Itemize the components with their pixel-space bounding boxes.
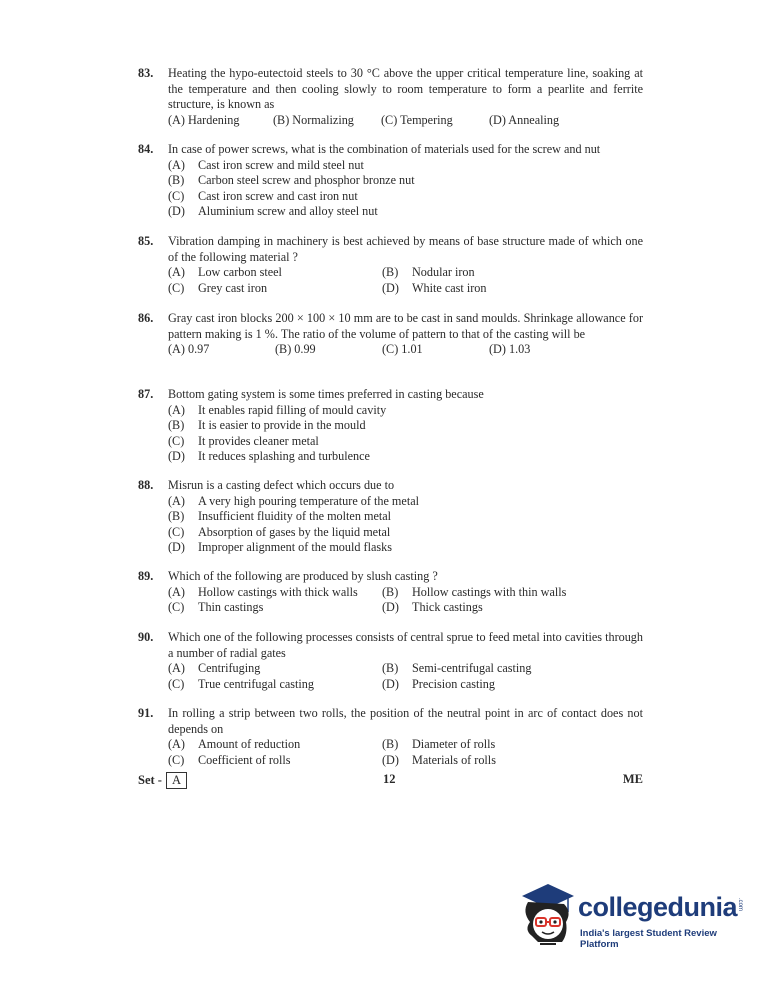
option-d: (D) Annealing	[489, 112, 560, 127]
options-list	[168, 403, 643, 465]
question-number: 91.	[138, 706, 154, 720]
page-footer	[138, 772, 643, 790]
option-d: (D) Improper alignment of the mould flasks	[168, 540, 392, 554]
logo-dotcom: .com	[737, 898, 743, 912]
question-84	[138, 142, 643, 220]
option-b: (B) Semi-centrifugal casting	[382, 661, 532, 675]
page-number: 12	[383, 772, 396, 786]
options-row	[168, 342, 643, 358]
option-c: (C) Absorption of gases by the liquid metal	[168, 524, 391, 539]
question-86	[138, 311, 643, 358]
question-text: Gray cast iron blocks 200 × 100 × 10 mm are to be cast in sand moulds. Shrinkage allowance for pattern making is 1 %. The ratio of the volume of pattern to that of the casting will be	[168, 311, 643, 341]
options-grid	[168, 737, 643, 768]
question-text: In rolling a strip between two rolls, the position of the neutral point in arc of contact does not depends on	[168, 706, 643, 736]
options-grid	[168, 265, 643, 296]
option-a: (A) Centrifuging	[168, 661, 261, 675]
question-89	[138, 569, 643, 616]
set-indicator: Set - A	[138, 772, 187, 789]
option-a: (A) Low carbon steel	[168, 265, 282, 279]
option-a: (A) A very high pouring temperature of the metal	[168, 493, 419, 508]
option-c: (C) Cast iron screw and cast iron nut	[168, 188, 358, 203]
question-text: Vibration damping in machinery is best achieved by means of base structure made of which one of the following material ?	[168, 234, 643, 264]
options-list	[168, 494, 643, 556]
option-d: (D) Aluminium screw and alloy steel nut	[168, 204, 378, 218]
question-87	[138, 387, 643, 465]
option-a: (A) Amount of reduction	[168, 737, 301, 751]
question-number: 84.	[138, 142, 154, 156]
question-91	[138, 706, 643, 768]
logo-tagline: India's largest Student Review Platform	[580, 928, 717, 950]
question-number: 83.	[138, 66, 154, 80]
question-number: 88.	[138, 478, 154, 492]
question-text: Which of the following are produced by slush casting ?	[168, 569, 438, 583]
option-d: (D) It reduces splashing and turbulence	[168, 449, 370, 463]
option-a: (A) Hardening	[168, 112, 240, 127]
option-d: (D) 1.03	[489, 342, 531, 356]
question-number: 85.	[138, 234, 154, 248]
question-text: Misrun is a casting defect which occurs due to	[168, 478, 395, 492]
option-c: (C) Coefficient of rolls	[168, 752, 291, 767]
options-grid	[168, 585, 643, 616]
question-text: Which one of the following processes consists of central sprue to feed metal into cavities through a number of radial gates	[168, 630, 643, 660]
option-c: (C) Tempering	[381, 112, 453, 127]
option-c: (C) 1.01	[382, 342, 423, 356]
option-a: (A) Hollow castings with thick walls	[168, 584, 358, 599]
option-d: (D) White cast iron	[382, 280, 487, 295]
option-c: (C) Grey cast iron	[168, 280, 268, 295]
question-text: Heating the hypo-eutectoid steels to 30 °C above the upper critical temperature line, soaking at the temperature and then cooling slowly to room temperature to form a pearlite and ferrite structure, is known as	[168, 66, 643, 111]
option-b: (B) Carbon steel screw and phosphor bronze nut	[168, 173, 415, 187]
question-90	[138, 630, 643, 692]
option-b: (B) Diameter of rolls	[382, 737, 496, 751]
option-d: (D) Materials of rolls	[382, 752, 496, 767]
options-grid	[168, 661, 643, 692]
option-b: (B) It is easier to provide in the mould	[168, 418, 366, 432]
option-b: (B) Normalizing	[273, 112, 354, 127]
logo-wordmark: collegedunia	[578, 892, 738, 922]
question-text: In case of power screws, what is the combination of materials used for the screw and nut	[168, 142, 601, 156]
option-b: (B) Nodular iron	[382, 265, 475, 279]
option-c: (C) Thin castings	[168, 600, 264, 614]
question-number: 86.	[138, 311, 154, 325]
question-number: 87.	[138, 387, 154, 401]
option-d: (D) Thick castings	[382, 600, 483, 614]
question-83	[138, 66, 643, 128]
option-c: (C) It provides cleaner metal	[168, 433, 319, 448]
set-box: A	[166, 772, 187, 789]
option-b: (B) Hollow castings with thin walls	[382, 584, 567, 599]
collegedunia-logo	[518, 882, 748, 952]
option-b: (B) 0.99	[275, 342, 316, 356]
option-d: (D) Precision casting	[382, 676, 495, 691]
question-number: 89.	[138, 569, 154, 583]
subject-code: ME	[622, 772, 643, 786]
option-b: (B) Insufficient fluidity of the molten metal	[168, 509, 392, 523]
question-number: 90.	[138, 630, 154, 644]
option-a: (A) Cast iron screw and mild steel nut	[168, 157, 364, 172]
options-list	[168, 158, 643, 220]
mascot-icon	[518, 882, 576, 950]
question-88	[138, 478, 643, 556]
options-row	[168, 113, 643, 129]
question-85	[138, 234, 643, 296]
option-a: (A) It enables rapid filling of mould cavity	[168, 402, 387, 417]
option-a: (A) 0.97	[168, 342, 210, 356]
option-c: (C) True centrifugal casting	[168, 676, 314, 691]
question-text: Bottom gating system is some times preferred in casting because	[168, 387, 484, 401]
